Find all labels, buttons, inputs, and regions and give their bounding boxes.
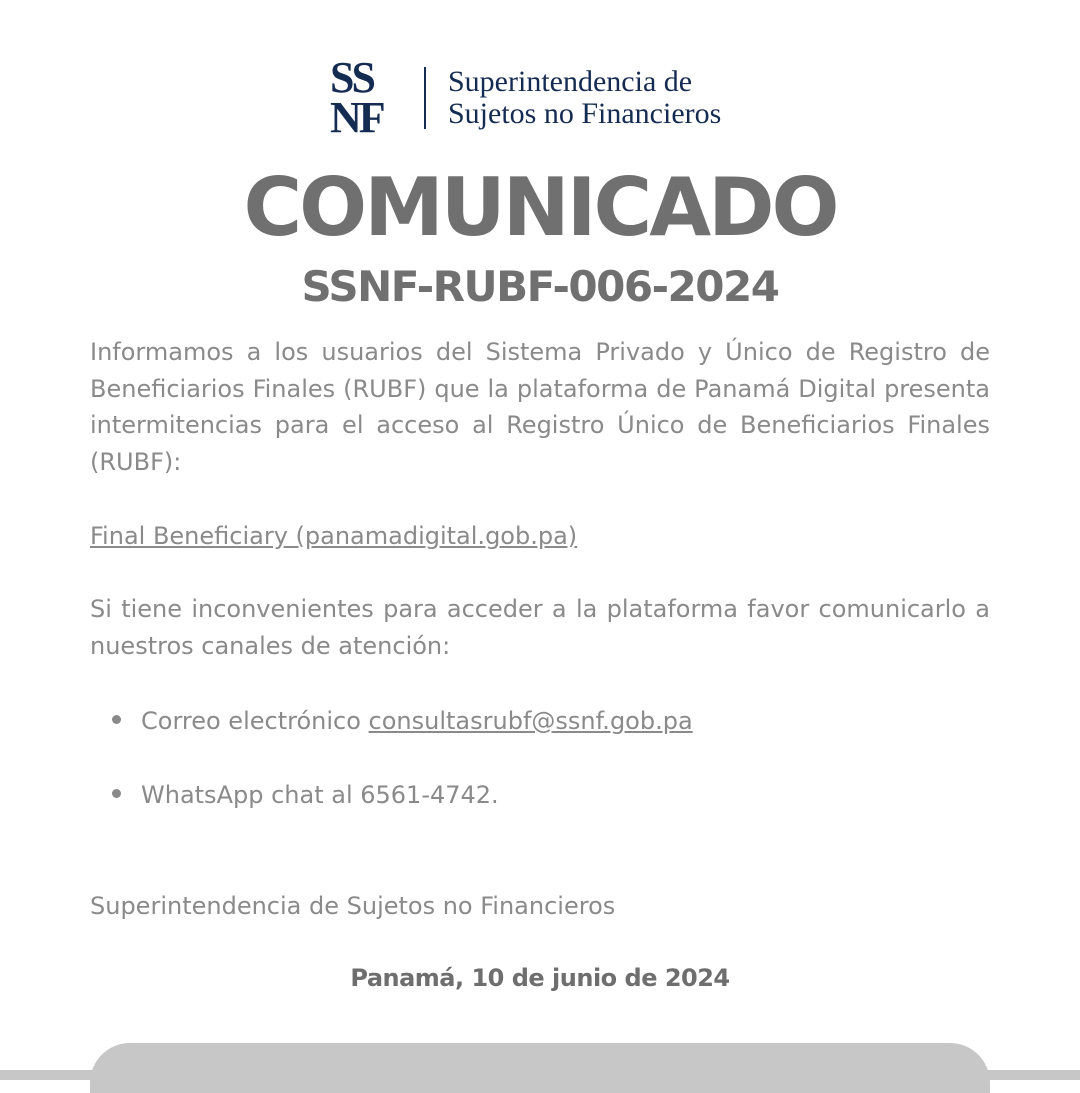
logo-name-line2: Sujetos no Financieros xyxy=(448,97,722,130)
logo-wordmark xyxy=(448,66,721,130)
email-label: Correo electrónico xyxy=(141,707,369,735)
dateline: Panamá, 10 de junio de 2024 xyxy=(350,964,730,992)
logo-monogram-line2: NF xyxy=(330,93,383,142)
email-link[interactable]: consultasrubf@ssnf.gob.pa xyxy=(368,707,693,735)
logo-divider xyxy=(424,67,426,129)
logo-monogram-line1: SS xyxy=(330,53,373,102)
list-item-email xyxy=(112,703,693,739)
panamadigital-link[interactable]: Final Beneficiary (panamadigital.gob.pa) xyxy=(90,522,578,550)
list-item-whatsapp xyxy=(112,777,499,813)
logo-name-line1: Superintendencia de xyxy=(448,65,693,98)
bullet-icon xyxy=(112,715,121,724)
bullet-icon xyxy=(112,789,121,798)
intro-paragraph: Informamos a los usuarios del Sistema Privado y Único de Registro de Beneficiarios Finales (RUBF) que la plataforma de Panamá Digital presenta intermitencias para el acceso al Registro Único de Beneficiarios Finales (RUBF): xyxy=(90,338,990,476)
page-title: COMUNICADO xyxy=(243,161,837,254)
whatsapp-text: WhatsApp chat al 6561-4742. xyxy=(141,781,499,809)
footer-tab xyxy=(90,1043,990,1093)
logo-monogram xyxy=(330,53,402,142)
support-paragraph: Si tiene inconvenientes para acceder a la plataforma favor comunicarlo a nuestros canales de atención: xyxy=(90,595,990,660)
communique-code: SSNF-RUBF-006-2024 xyxy=(301,262,779,311)
signature: Superintendencia de Sujetos no Financieros xyxy=(90,892,616,920)
ssnf-logo xyxy=(330,52,721,144)
